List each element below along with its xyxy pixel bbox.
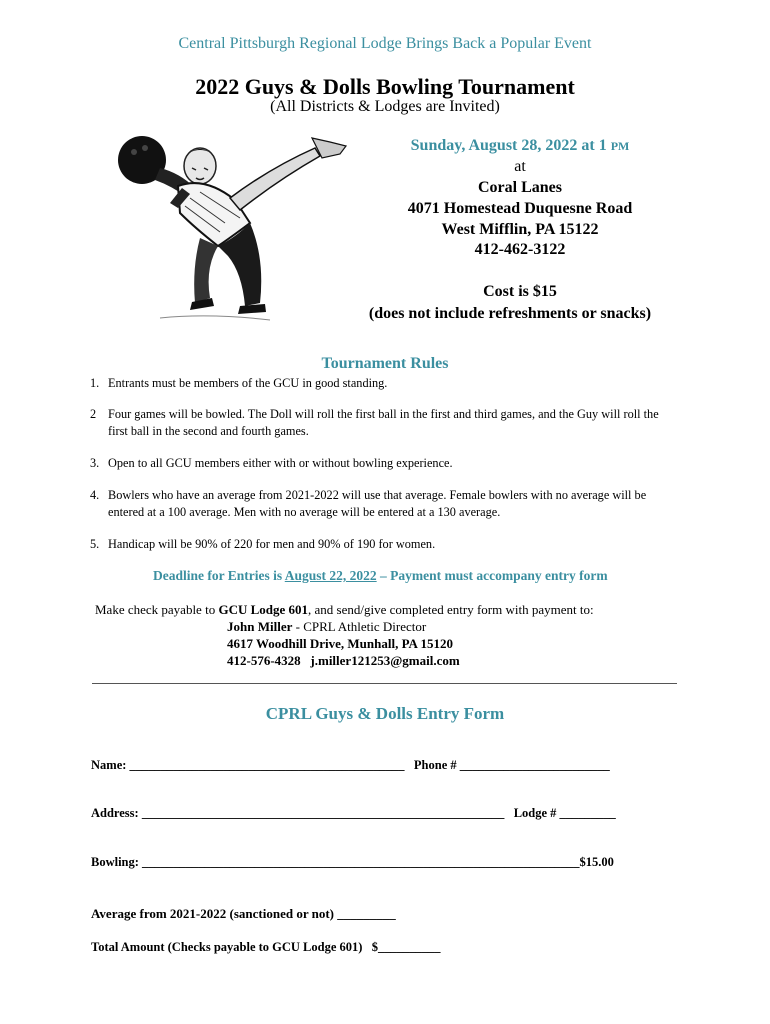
rule-text: Four games will be bowled. The Doll will roll the first ball in the first and third games, and the Guy will roll the first ball in the second and fourth games.	[108, 407, 659, 438]
rules-heading: Tournament Rules	[321, 355, 449, 372]
entry-form-heading: CPRL Guys & Dolls Entry Form	[265, 704, 505, 723]
deadline-suffix: – Payment must accompany entry form	[376, 568, 608, 583]
event-date-text: Sunday, August 28, 2022 at 1	[410, 137, 611, 154]
bowler-illustration	[100, 128, 350, 326]
rule-text: Bowlers who have an average from 2021-2022 will use that average. Female bowlers with no average will be entered at a 100 average. Men with no average will be entered at a 130 average.	[108, 488, 647, 519]
contact-address: 4617 Woodhill Drive, Munhall, PA 15120	[227, 636, 453, 651]
payment-instructions	[95, 602, 594, 618]
bowling-field[interactable]: Bowling: ______________________________________________________________________$15.00	[91, 855, 614, 869]
rule-item	[90, 455, 680, 472]
total-amount-field[interactable]: Total Amount (Checks payable to GCU Lodge 601) $__________	[91, 940, 441, 954]
cost-note: (does not include refreshments or snacks)	[368, 305, 652, 322]
contact-line	[227, 619, 426, 635]
average-field[interactable]: Average from 2021-2022 (sanctioned or not) _________	[91, 906, 396, 921]
payee: GCU Lodge 601	[218, 602, 309, 617]
event-date	[350, 137, 690, 155]
rule-item	[90, 406, 680, 440]
rule-item	[90, 536, 680, 553]
rule-item	[90, 375, 680, 392]
rule-number: 2	[90, 407, 97, 421]
deadline-date: August 22, 2022	[284, 568, 377, 583]
contact-name: John Miller	[227, 619, 293, 634]
rule-item	[90, 487, 680, 521]
rule-number: 1.	[90, 376, 100, 390]
page-title: 2022 Guys & Dolls Bowling Tournament	[195, 74, 575, 99]
rule-text: Entrants must be members of the GCU in good standing.	[108, 376, 388, 390]
contact-title: - CPRL Athletic Director	[292, 619, 427, 634]
payment-prefix: Make check payable to	[95, 602, 219, 617]
deadline-prefix: Deadline for Entries is	[153, 568, 285, 583]
venue-city: West Mifflin, PA 15122	[441, 221, 599, 238]
address-lodge-field[interactable]: Address: __________________________________________________________ Lodge # _________	[91, 806, 616, 820]
cost: Cost is $15	[483, 283, 557, 300]
event-at: at	[514, 158, 526, 175]
deadline-line	[153, 568, 608, 584]
rule-text: Open to all GCU members either with or without bowling experience.	[108, 456, 453, 470]
rule-number: 5.	[90, 537, 100, 551]
name-phone-field[interactable]: Name: ____________________________________________ Phone # ________________________	[91, 758, 610, 772]
rule-number: 4.	[90, 488, 100, 502]
invitation-note: (All Districts & Lodges are Invited)	[270, 98, 500, 115]
divider	[92, 683, 677, 684]
venue-phone: 412-462-3122	[474, 241, 566, 258]
rule-number: 3.	[90, 456, 100, 470]
contact-phone-email: 412-576-4328 j.miller121253@gmail.com	[227, 653, 460, 668]
rule-text: Handicap will be 90% of 220 for men and 90% of 190 for women.	[108, 537, 436, 551]
event-date-pm: PM	[610, 139, 630, 153]
payment-suffix: , and send/give completed entry form with payment to:	[308, 602, 594, 617]
venue-name: Coral Lanes	[478, 179, 562, 196]
event-subtitle: Central Pittsburgh Regional Lodge Brings Back a Popular Event	[178, 35, 592, 52]
venue-street: 4071 Homestead Duquesne Road	[407, 200, 633, 217]
